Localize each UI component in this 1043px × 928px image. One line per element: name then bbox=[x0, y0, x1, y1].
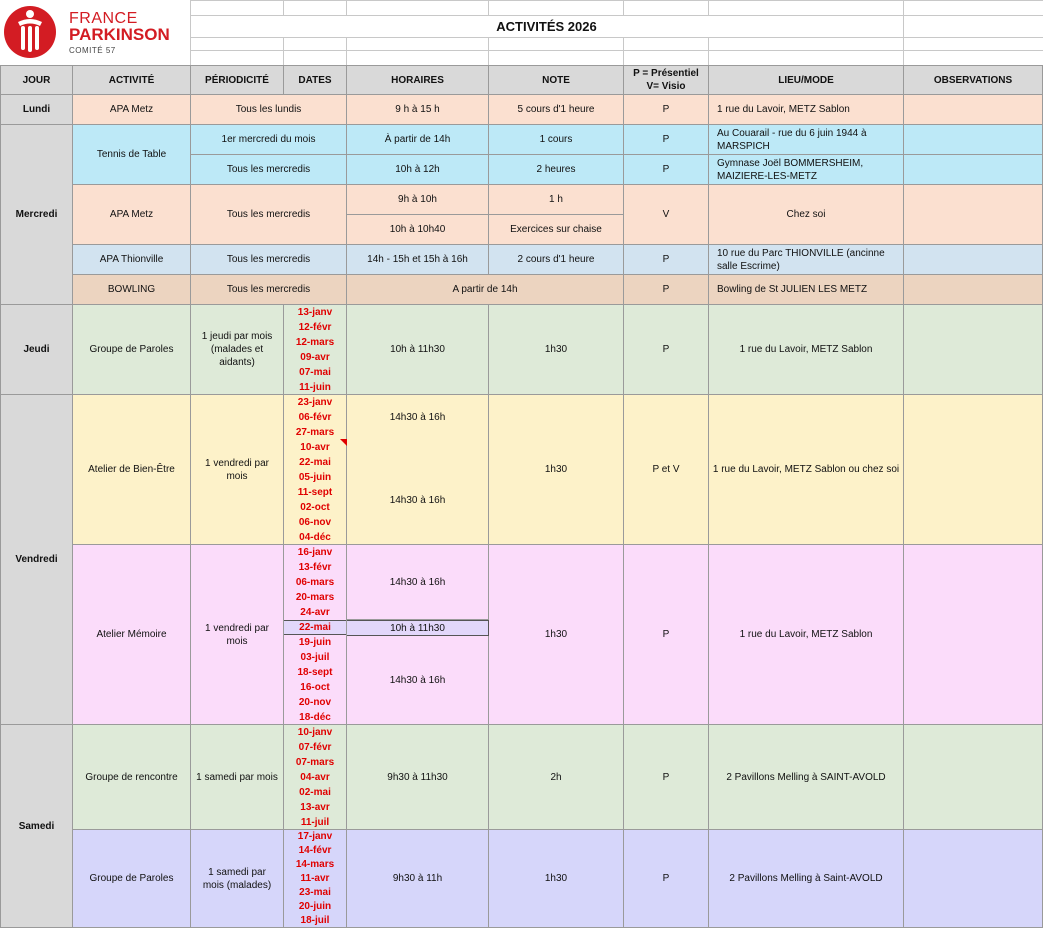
rencontre-lieu: 2 Pavillons Melling à SAINT-AVOLD bbox=[709, 725, 904, 830]
date-item: 07-mai bbox=[299, 367, 331, 378]
paroles-sam-activite: Groupe de Paroles bbox=[73, 830, 191, 928]
bowling-observations bbox=[904, 275, 1043, 305]
logo-france: FRANCE bbox=[69, 10, 138, 27]
memoire-note: 1h30 bbox=[489, 545, 624, 725]
date-item: 04-déc bbox=[299, 532, 331, 543]
paroles-sam-mode: P bbox=[624, 830, 709, 928]
thion-observations bbox=[904, 245, 1043, 275]
day-jeudi: Jeudi bbox=[1, 305, 73, 395]
paroles-sam-horaires: 9h30 à 11h bbox=[347, 830, 489, 928]
bienetre-mode: P et V bbox=[624, 395, 709, 545]
tennis-periodicite-1: 1er mercredi du mois bbox=[191, 125, 347, 155]
bowling-mode: P bbox=[624, 275, 709, 305]
tennis-note-2: 2 heures bbox=[489, 155, 624, 185]
paroles-sam-note: 1h30 bbox=[489, 830, 624, 928]
date-item: 11-sept bbox=[297, 487, 333, 498]
apa-mer-activite: APA Metz bbox=[73, 185, 191, 245]
date-item: 10-avr bbox=[300, 442, 330, 453]
thion-lieu: 10 rue du Parc THIONVILLE (ancinne salle Escrime) bbox=[709, 245, 904, 275]
day-vendredi: Vendredi bbox=[1, 395, 73, 725]
day-mercredi: Mercredi bbox=[1, 125, 73, 305]
apa-mer-lieu: Chez soi bbox=[709, 185, 904, 245]
date-item: 13-févr bbox=[298, 562, 332, 573]
memoire-lieu: 1 rue du Lavoir, METZ Sablon bbox=[709, 545, 904, 725]
memoire-observations bbox=[904, 545, 1043, 725]
rencontre-note: 2h bbox=[489, 725, 624, 830]
date-item: 24-avr bbox=[300, 607, 330, 618]
date-item: 17-janv bbox=[297, 831, 333, 842]
bienetre-note: 1h30 bbox=[489, 395, 624, 545]
date-item: 03-juil bbox=[300, 652, 330, 663]
jeudi-lieu: 1 rue du Lavoir, METZ Sablon bbox=[709, 305, 904, 395]
date-item: 02-mai bbox=[299, 787, 331, 798]
apa-mer-observations bbox=[904, 185, 1043, 245]
bienetre-horaires-2: 14h30 à 16h bbox=[389, 495, 446, 506]
apa-mer-horaires-2: 10h à 10h40 bbox=[347, 215, 489, 245]
date-item: 02-oct bbox=[300, 502, 330, 513]
logo-parkinson: PARKINSON bbox=[69, 25, 170, 44]
date-item: 23-mai bbox=[299, 887, 331, 898]
jeudi-observations bbox=[904, 305, 1043, 395]
memoire-dates bbox=[284, 545, 347, 725]
lundi-horaires: 9 h à 15 h bbox=[347, 95, 489, 125]
lundi-periodicite: Tous les lundis bbox=[191, 95, 347, 125]
date-item: 13-janv bbox=[297, 307, 333, 318]
memoire-horaires-1: 14h30 à 16h bbox=[347, 545, 489, 620]
rencontre-periodicite: 1 samedi par mois bbox=[191, 725, 284, 830]
date-item: 09-avr bbox=[300, 352, 330, 363]
tennis-observations-2 bbox=[904, 155, 1043, 185]
day-samedi: Samedi bbox=[1, 725, 73, 928]
bienetre-lieu: 1 rue du Lavoir, METZ Sablon ou chez soi bbox=[709, 395, 904, 545]
tennis-lieu-2: Gymnase Joël BOMMERSHEIM, MAIZIERE-LES-METZ bbox=[709, 155, 904, 185]
date-item: 12-mars bbox=[295, 337, 335, 348]
jeudi-activite: Groupe de Paroles bbox=[73, 305, 191, 395]
jeudi-note: 1h30 bbox=[489, 305, 624, 395]
lundi-note: 5 cours d'1 heure bbox=[489, 95, 624, 125]
apa-mer-note-1: 1 h bbox=[489, 185, 624, 215]
date-item: 18-déc bbox=[299, 712, 331, 723]
date-item: 07-févr bbox=[298, 742, 332, 753]
paroles-sam-observations bbox=[904, 830, 1043, 928]
apa-mer-note-2: Exercices sur chaise bbox=[489, 215, 624, 245]
date-item: 19-juin bbox=[298, 637, 332, 648]
date-item: 06-nov bbox=[298, 517, 332, 528]
thion-horaires: 14h - 15h et 15h à 16h bbox=[347, 245, 489, 275]
tennis-periodicite-2: Tous les mercredis bbox=[191, 155, 347, 185]
date-item: 12-févr bbox=[298, 322, 332, 333]
date-item: 11-avr bbox=[300, 873, 330, 884]
page-title: ACTIVITÉS 2026 bbox=[496, 19, 597, 34]
logo bbox=[2, 4, 188, 60]
thion-note: 2 cours d'1 heure bbox=[489, 245, 624, 275]
date-item: 23-janv bbox=[297, 397, 333, 408]
memoire-horaires-3: 14h30 à 16h bbox=[347, 636, 489, 725]
comment-marker-icon[interactable] bbox=[340, 439, 347, 446]
bienetre-dates bbox=[284, 395, 347, 545]
bowling-periodicite: Tous les mercredis bbox=[191, 275, 347, 305]
thion-mode: P bbox=[624, 245, 709, 275]
header-mode: P = Présentiel V= Visio bbox=[624, 66, 709, 95]
date-item: 07-mars bbox=[295, 757, 335, 768]
date-item: 13-avr bbox=[300, 802, 330, 813]
date-item: 27-mars bbox=[295, 427, 335, 438]
date-item: 22-mai bbox=[299, 457, 331, 468]
bienetre-horaires-1: 14h30 à 16h bbox=[389, 412, 446, 423]
date-item: 10-janv bbox=[297, 727, 333, 738]
date-item: 18-juil bbox=[300, 915, 330, 926]
bienetre-horaires bbox=[347, 395, 489, 545]
date-item: 14-févr bbox=[298, 845, 332, 856]
header-observations: OBSERVATIONS bbox=[904, 66, 1043, 95]
tennis-horaires-2: 10h à 12h bbox=[347, 155, 489, 185]
memoire-activite: Atelier Mémoire bbox=[73, 545, 191, 725]
jeudi-mode: P bbox=[624, 305, 709, 395]
lundi-mode: P bbox=[624, 95, 709, 125]
date-item: 04-avr bbox=[300, 772, 330, 783]
date-item: 11-juin bbox=[299, 382, 331, 393]
bowling-activite: BOWLING bbox=[73, 275, 191, 305]
jeudi-dates bbox=[284, 305, 347, 395]
rencontre-activite: Groupe de rencontre bbox=[73, 725, 191, 830]
apa-mer-horaires-1: 9h à 10h bbox=[347, 185, 489, 215]
memoire-mode: P bbox=[624, 545, 709, 725]
lundi-lieu: 1 rue du Lavoir, METZ Sablon bbox=[709, 95, 904, 125]
date-item: 22-mai bbox=[284, 620, 346, 635]
header-lieu: LIEU/MODE bbox=[709, 66, 904, 95]
header-periodicite: PÉRIODICITÉ bbox=[191, 66, 284, 95]
header-activite: ACTIVITÉ bbox=[73, 66, 191, 95]
tennis-horaires-1: À partir de 14h bbox=[347, 125, 489, 155]
apa-mer-periodicite: Tous les mercredis bbox=[191, 185, 347, 245]
date-item: 16-janv bbox=[297, 547, 333, 558]
rencontre-mode: P bbox=[624, 725, 709, 830]
paroles-sam-periodicite: 1 samedi par mois (malades) bbox=[191, 830, 284, 928]
date-item: 05-juin bbox=[298, 472, 332, 483]
rencontre-observations bbox=[904, 725, 1043, 830]
bowling-horaires: A partir de 14h bbox=[347, 275, 624, 305]
date-item: 14-mars bbox=[295, 859, 335, 870]
lundi-observations bbox=[904, 95, 1043, 125]
rencontre-horaires: 9h30 à 11h30 bbox=[347, 725, 489, 830]
paroles-sam-lieu: 2 Pavillons Melling à Saint-AVOLD bbox=[709, 830, 904, 928]
header-note: NOTE bbox=[489, 66, 624, 95]
header-dates: DATES bbox=[284, 66, 347, 95]
date-item: 20-mars bbox=[295, 592, 335, 603]
date-item: 18-sept bbox=[297, 667, 333, 678]
date-item: 16-oct bbox=[300, 682, 330, 693]
paroles-sam-dates bbox=[284, 830, 347, 928]
lundi-activite: APA Metz bbox=[73, 95, 191, 125]
thion-activite: APA Thionville bbox=[73, 245, 191, 275]
tennis-observations-1 bbox=[904, 125, 1043, 155]
france-parkinson-logo-icon bbox=[2, 4, 58, 60]
date-item: 20-juin bbox=[298, 901, 332, 912]
logo-comite: COMITÉ 57 bbox=[69, 46, 116, 55]
tennis-mode-1: P bbox=[624, 125, 709, 155]
bienetre-periodicite: 1 vendredi par mois bbox=[191, 395, 284, 545]
memoire-horaires-2: 10h à 11h30 bbox=[347, 620, 489, 636]
bowling-lieu: Bowling de St JULIEN LES METZ bbox=[709, 275, 904, 305]
header-horaires: HORAIRES bbox=[347, 66, 489, 95]
date-item: 20-nov bbox=[298, 697, 332, 708]
header-jour: JOUR bbox=[1, 66, 73, 95]
apa-mer-mode: V bbox=[624, 185, 709, 245]
day-lundi: Lundi bbox=[1, 95, 73, 125]
date-item: 06-févr bbox=[298, 412, 332, 423]
tennis-mode-2: P bbox=[624, 155, 709, 185]
memoire-periodicite: 1 vendredi par mois bbox=[191, 545, 284, 725]
tennis-activite: Tennis de Table bbox=[73, 125, 191, 185]
tennis-lieu-1: Au Couarail - rue du 6 juin 1944 à MARSPICH bbox=[709, 125, 904, 155]
thion-periodicite: Tous les mercredis bbox=[191, 245, 347, 275]
date-item: 06-mars bbox=[295, 577, 335, 588]
jeudi-periodicite: 1 jeudi par mois (malades et aidants) bbox=[191, 305, 284, 395]
date-item: 11-juil bbox=[300, 817, 330, 828]
tennis-note-1: 1 cours bbox=[489, 125, 624, 155]
jeudi-horaires: 10h à 11h30 bbox=[347, 305, 489, 395]
bienetre-observations bbox=[904, 395, 1043, 545]
rencontre-dates bbox=[284, 725, 347, 830]
bienetre-activite: Atelier de Bien-Être bbox=[73, 395, 191, 545]
